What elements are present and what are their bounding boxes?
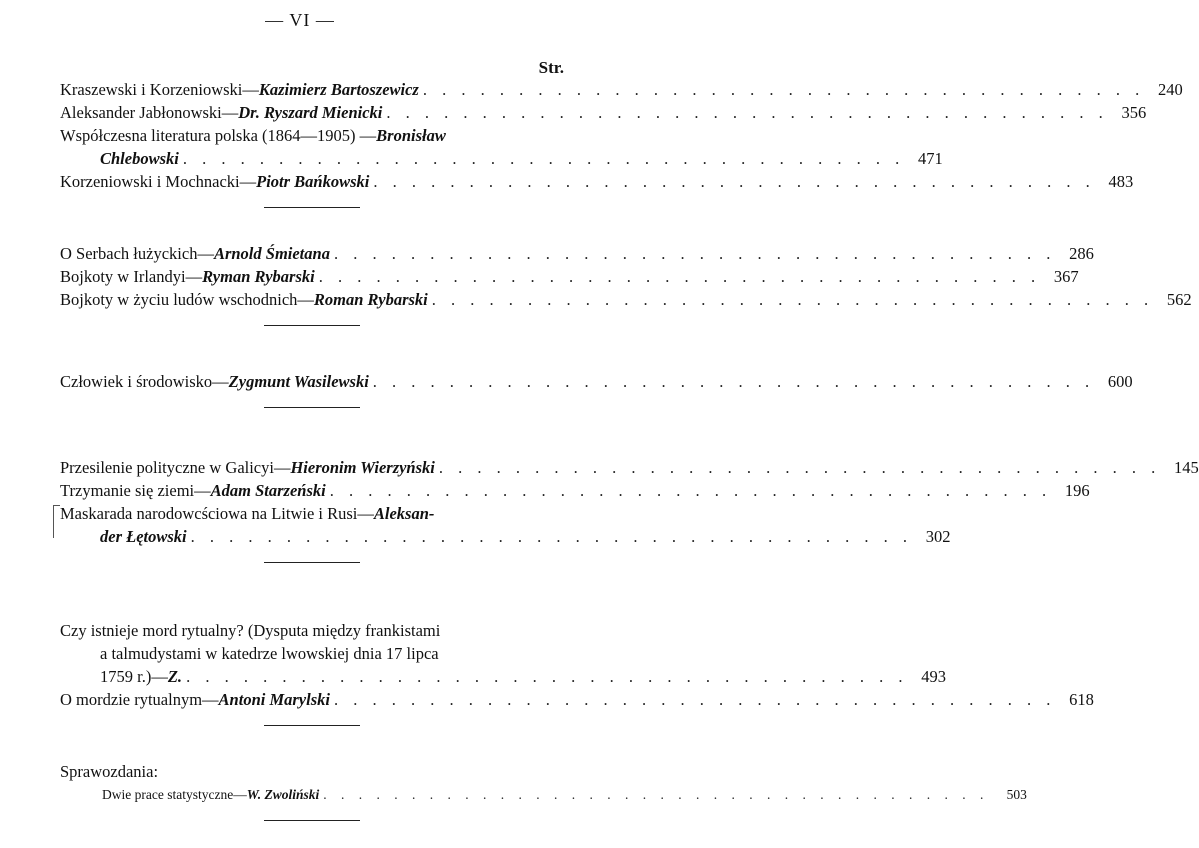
entry-author: Ryman Rybarski bbox=[202, 267, 315, 286]
entry-title-line: Czy istnieje mord rytualny? (Dysputa między frankistami bbox=[60, 621, 441, 640]
entry-page: 471 bbox=[917, 149, 943, 168]
entry-title: Aleksander Jabłonowski— bbox=[60, 103, 239, 122]
leader-dots: . . . . . . . . . . . . . . . . . . . . . . . . . . . . . . . . . . . . . . bbox=[372, 372, 1095, 391]
page-column-header: Str. bbox=[538, 58, 564, 77]
leader-dots: . . . . . . . . . . . . . . . . . . . . . . . . . . . . . . . . . . . . . . bbox=[333, 690, 1056, 709]
entry-title: Człowiek i środowisko— bbox=[60, 372, 229, 391]
page-number: — VI — bbox=[265, 10, 335, 30]
toc-entry bbox=[60, 370, 1133, 393]
entry-page: 196 bbox=[1064, 481, 1090, 500]
toc-entry bbox=[60, 456, 1199, 479]
leader-dots: . . . . . . . . . . . . . . . . . . . . . . . . . . . . . . . . . . . . . . bbox=[422, 80, 1145, 99]
leader-dots: . . . . . . . . . . . . . . . . . . . . . . . . . . . . . . . . . . . . . . bbox=[323, 787, 989, 802]
entry-author-continued: der Łętowski bbox=[100, 527, 187, 546]
toc-entry bbox=[60, 288, 1192, 311]
entry-title: Bojkoty w życiu ludów wschodnich— bbox=[60, 290, 314, 309]
entry-title: Dwie prace statystyczne— bbox=[102, 787, 247, 802]
entry-page: 367 bbox=[1053, 267, 1079, 286]
entry-title: Przesilenie polityczne w Galicyi— bbox=[60, 458, 291, 477]
toc-entry bbox=[60, 619, 946, 688]
entry-title: Bojkoty w Irlandyi— bbox=[60, 267, 203, 286]
entry-page: 562 bbox=[1166, 290, 1192, 309]
toc-group-1 bbox=[60, 78, 1183, 208]
leader-dots: . . . . . . . . . . . . . . . . . . . . . . . . . . . . . . . . . . . . . . bbox=[329, 481, 1052, 500]
entry-author: Piotr Bańkowski bbox=[256, 172, 370, 191]
toc-entry bbox=[60, 265, 1079, 288]
toc-entry bbox=[60, 783, 1027, 806]
entry-title-line: a talmudystami w katedrze lwowskiej dnia 17 lipca bbox=[100, 644, 439, 663]
entry-page: 493 bbox=[921, 667, 946, 686]
entry-author: Kazimierz Bartoszewicz bbox=[258, 80, 419, 99]
entry-page: 503 bbox=[1006, 787, 1027, 802]
entry-title: Korzeniowski i Mochnacki— bbox=[60, 172, 257, 191]
entry-author: Aleksan- bbox=[373, 504, 435, 523]
entry-author: Arnold Śmietana bbox=[213, 244, 330, 263]
leader-dots: . . . . . . . . . . . . . . . . . . . . . . . . . . . . . . . . . . . . . . bbox=[431, 290, 1154, 309]
leader-dots: . . . . . . . . . . . . . . . . . . . . . . . . . . . . . . . . . . . . . . bbox=[386, 103, 1109, 122]
entry-author: Bronisław bbox=[376, 126, 446, 145]
toc-group-5 bbox=[60, 619, 1094, 726]
leader-dots: . . . . . . . . . . . . . . . . . . . . . . . . . . . . . . . . . . . . . . bbox=[182, 149, 905, 168]
entry-page: 600 bbox=[1107, 372, 1133, 391]
toc-group-4 bbox=[60, 456, 1199, 563]
leader-dots: . . . . . . . . . . . . . . . . . . . . . . . . . . . . . . . . . . . . . . bbox=[333, 244, 1056, 263]
toc-entry bbox=[60, 124, 943, 170]
entry-page: 145 bbox=[1174, 458, 1199, 477]
leader-dots: . . . . . . . . . . . . . . . . . . . . . . . . . . . . . . . . . . . . . . bbox=[190, 527, 913, 546]
toc-entry bbox=[60, 242, 1094, 265]
toc-entry bbox=[60, 688, 1094, 711]
entry-author: Antoni Marylski bbox=[218, 690, 330, 709]
entry-page: 240 bbox=[1157, 80, 1183, 99]
leader-dots: . . . . . . . . . . . . . . . . . . . . . . . . . . . . . . . . . . . . . . bbox=[438, 458, 1161, 477]
leader-dots: . . . . . . . . . . . . . . . . . . . . . . . . . . . . . . . . . . . . . . bbox=[373, 172, 1096, 191]
entry-author: Adam Starzeński bbox=[210, 481, 326, 500]
entry-author: Zygmunt Wasilewski bbox=[228, 372, 369, 391]
entry-page: 356 bbox=[1121, 103, 1147, 122]
margin-bracket-mark bbox=[53, 505, 60, 538]
toc-entry bbox=[60, 101, 1147, 124]
entry-page: 302 bbox=[925, 527, 951, 546]
entry-title: O mordzie rytualnym— bbox=[60, 690, 219, 709]
toc-entry bbox=[60, 479, 1090, 502]
entry-title-line: 1759 r.)— bbox=[100, 667, 168, 686]
toc-group-2 bbox=[60, 242, 1192, 326]
reports-section bbox=[60, 760, 1027, 821]
entry-author: W. Zwoliński bbox=[246, 787, 320, 802]
entry-title: Trzymanie się ziemi— bbox=[60, 481, 211, 500]
entry-title: Współczesna literatura polska (1864—1905) — bbox=[60, 126, 377, 145]
entry-page: 618 bbox=[1069, 690, 1094, 709]
entry-author: Roman Rybarski bbox=[313, 290, 428, 309]
entry-title: O Serbach łużyckich— bbox=[60, 244, 214, 263]
entry-page: 286 bbox=[1069, 244, 1094, 263]
entry-author: Z. bbox=[167, 667, 183, 686]
entry-author: Dr. Ryszard Mienicki bbox=[238, 103, 383, 122]
toc-entry bbox=[60, 78, 1183, 101]
entry-author: Hieronim Wierzyński bbox=[290, 458, 435, 477]
toc-entry bbox=[60, 170, 1134, 193]
reports-heading: Sprawozdania: bbox=[60, 762, 159, 781]
table-of-contents bbox=[60, 78, 1199, 821]
entry-page: 483 bbox=[1108, 172, 1134, 191]
toc-group-3 bbox=[60, 370, 1133, 408]
entry-title: Maskarada narodowcściowa na Litwie i Rusi— bbox=[60, 504, 374, 523]
leader-dots: . . . . . . . . . . . . . . . . . . . . . . . . . . . . . . . . . . . . . . bbox=[186, 667, 908, 686]
entry-author-continued: Chlebowski bbox=[100, 149, 179, 168]
section-divider bbox=[264, 820, 360, 821]
toc-entry bbox=[60, 502, 951, 548]
leader-dots: . . . . . . . . . . . . . . . . . . . . . . . . . . . . . . . . . . . . . . bbox=[318, 267, 1041, 286]
entry-title: Kraszewski i Korzeniowski— bbox=[60, 80, 259, 99]
